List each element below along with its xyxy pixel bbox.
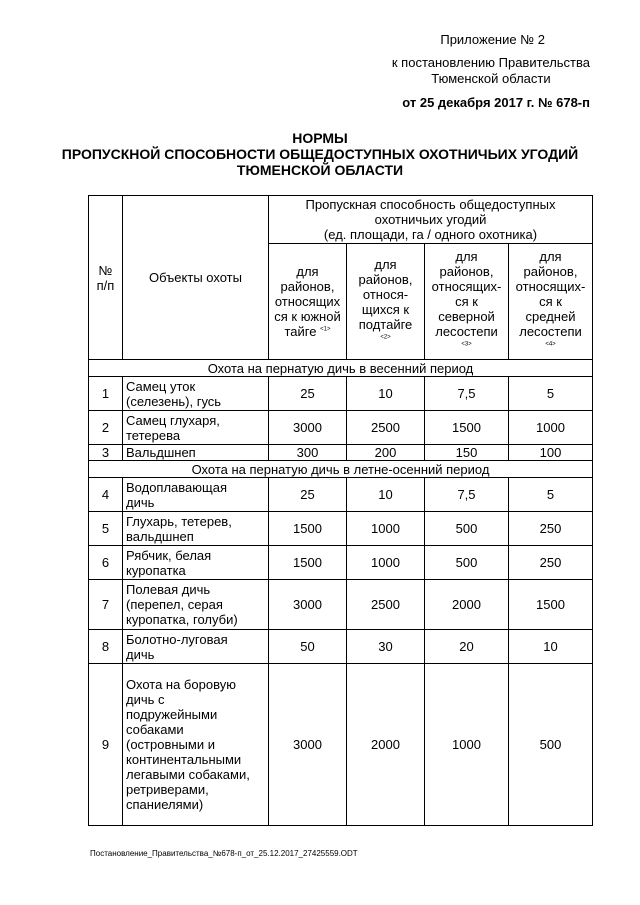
value-north-forest-steppe: 20 [425,630,509,664]
row-number: 8 [89,630,123,664]
title-line-2: ПРОПУСКНОЙ СПОСОБНОСТИ ОБЩЕДОСТУПНЫХ ОХОТНИЧЬИХ УГОДИЙ [61,146,579,162]
header-south-taiga: для районов, относящих ся к южной тайге $^{<1>}$ [269,244,347,360]
row-object: Самец уток (селезень), гусь [123,377,269,411]
document-title [0,130,640,178]
table-row [89,664,593,826]
row-object: Охота на боровую дичь с подружейными собаками (островными и континентальными легавыми собаками, ретриверами, спаниелями) [123,664,269,826]
capacity-norms-table [88,195,593,826]
note-4: <4> [545,341,556,348]
value-north-forest-steppe: 2000 [425,580,509,630]
value-south-taiga: 300 [269,445,347,461]
row-number: 2 [89,411,123,445]
value-south-taiga: 1500 [269,512,347,546]
title-line-3: ТЮМЕНСКОЙ ОБЛАСТИ [236,162,404,178]
row-number: 5 [89,512,123,546]
appendix-label: Приложение № 2 [440,32,545,47]
header-north-forest-steppe: для районов, относящих- ся к северной лесостепи $^{<3>}$ [425,244,509,360]
note-1: <1> [320,326,331,333]
value-subtaiga: 1000 [347,512,425,546]
value-subtaiga: 10 [347,377,425,411]
row-object: Рябчик, белая куропатка [123,546,269,580]
value-subtaiga: 2000 [347,664,425,826]
resolution-reference: к постановлению Правительства Тюменской области [391,55,590,86]
row-number: 6 [89,546,123,580]
header-objects: Объекты охоты [123,196,269,360]
value-middle-forest-steppe: 5 [509,478,593,512]
note-3: <3> [461,341,472,348]
table-row [89,546,593,580]
table-row [89,478,593,512]
value-subtaiga: 2500 [347,411,425,445]
value-subtaiga: 200 [347,445,425,461]
value-subtaiga: 2500 [347,580,425,630]
header-number: № п/п [89,196,123,360]
table-row [89,445,593,461]
value-middle-forest-steppe: 1500 [509,580,593,630]
value-middle-forest-steppe: 250 [509,512,593,546]
header-subtaiga: для районов, относя- щихся к подтайге $^{<2>}$ [347,244,425,360]
value-subtaiga: 10 [347,478,425,512]
value-middle-forest-steppe: 5 [509,377,593,411]
row-object: Глухарь, тетерев, вальдшнеп [123,512,269,546]
table-row [89,630,593,664]
value-middle-forest-steppe: 100 [509,445,593,461]
value-north-forest-steppe: 500 [425,546,509,580]
table-row [89,512,593,546]
row-number: 4 [89,478,123,512]
value-middle-forest-steppe: 1000 [509,411,593,445]
title-line-1: НОРМЫ [292,130,348,146]
table-row [89,377,593,411]
value-north-forest-steppe: 500 [425,512,509,546]
row-number: 1 [89,377,123,411]
row-object: Болотно-луговая дичь [123,630,269,664]
row-object: Самец глухаря, тетерева [123,411,269,445]
value-south-taiga: 3000 [269,664,347,826]
header-middle-forest-steppe: для районов, относящих- ся к средней лесостепи $^{<4>}$ [509,244,593,360]
value-south-taiga: 3000 [269,411,347,445]
table-row [89,580,593,630]
value-subtaiga: 1000 [347,546,425,580]
value-north-forest-steppe: 150 [425,445,509,461]
value-south-taiga: 3000 [269,580,347,630]
value-south-taiga: 25 [269,377,347,411]
resolution-date-number: от 25 декабря 2017 г. № 678-п [402,95,590,110]
value-middle-forest-steppe: 250 [509,546,593,580]
row-number: 3 [89,445,123,461]
value-north-forest-steppe: 7,5 [425,478,509,512]
value-south-taiga: 25 [269,478,347,512]
row-object: Вальдшнеп [123,445,269,461]
note-2: <2> [380,334,391,341]
value-middle-forest-steppe: 500 [509,664,593,826]
document-footer: Постановление_Правительства_№678-п_от_25.12.2017_27425559.ODT [90,849,358,858]
value-middle-forest-steppe: 10 [509,630,593,664]
row-number: 7 [89,580,123,630]
row-object: Полевая дичь (перепел, серая куропатка, голуби) [123,580,269,630]
value-subtaiga: 30 [347,630,425,664]
value-north-forest-steppe: 7,5 [425,377,509,411]
section-summer-autumn: Охота на пернатую дичь в летне-осенний период [89,461,593,478]
value-north-forest-steppe: 1000 [425,664,509,826]
value-south-taiga: 1500 [269,546,347,580]
header-capacity: Пропускная способность общедоступных охотничьих угодий (ед. площади, га / одного охотника) [269,196,593,244]
value-south-taiga: 50 [269,630,347,664]
table-row [89,411,593,445]
row-object: Водоплавающая дичь [123,478,269,512]
value-north-forest-steppe: 1500 [425,411,509,445]
section-spring: Охота на пернатую дичь в весенний период [89,360,593,377]
row-number: 9 [89,664,123,826]
